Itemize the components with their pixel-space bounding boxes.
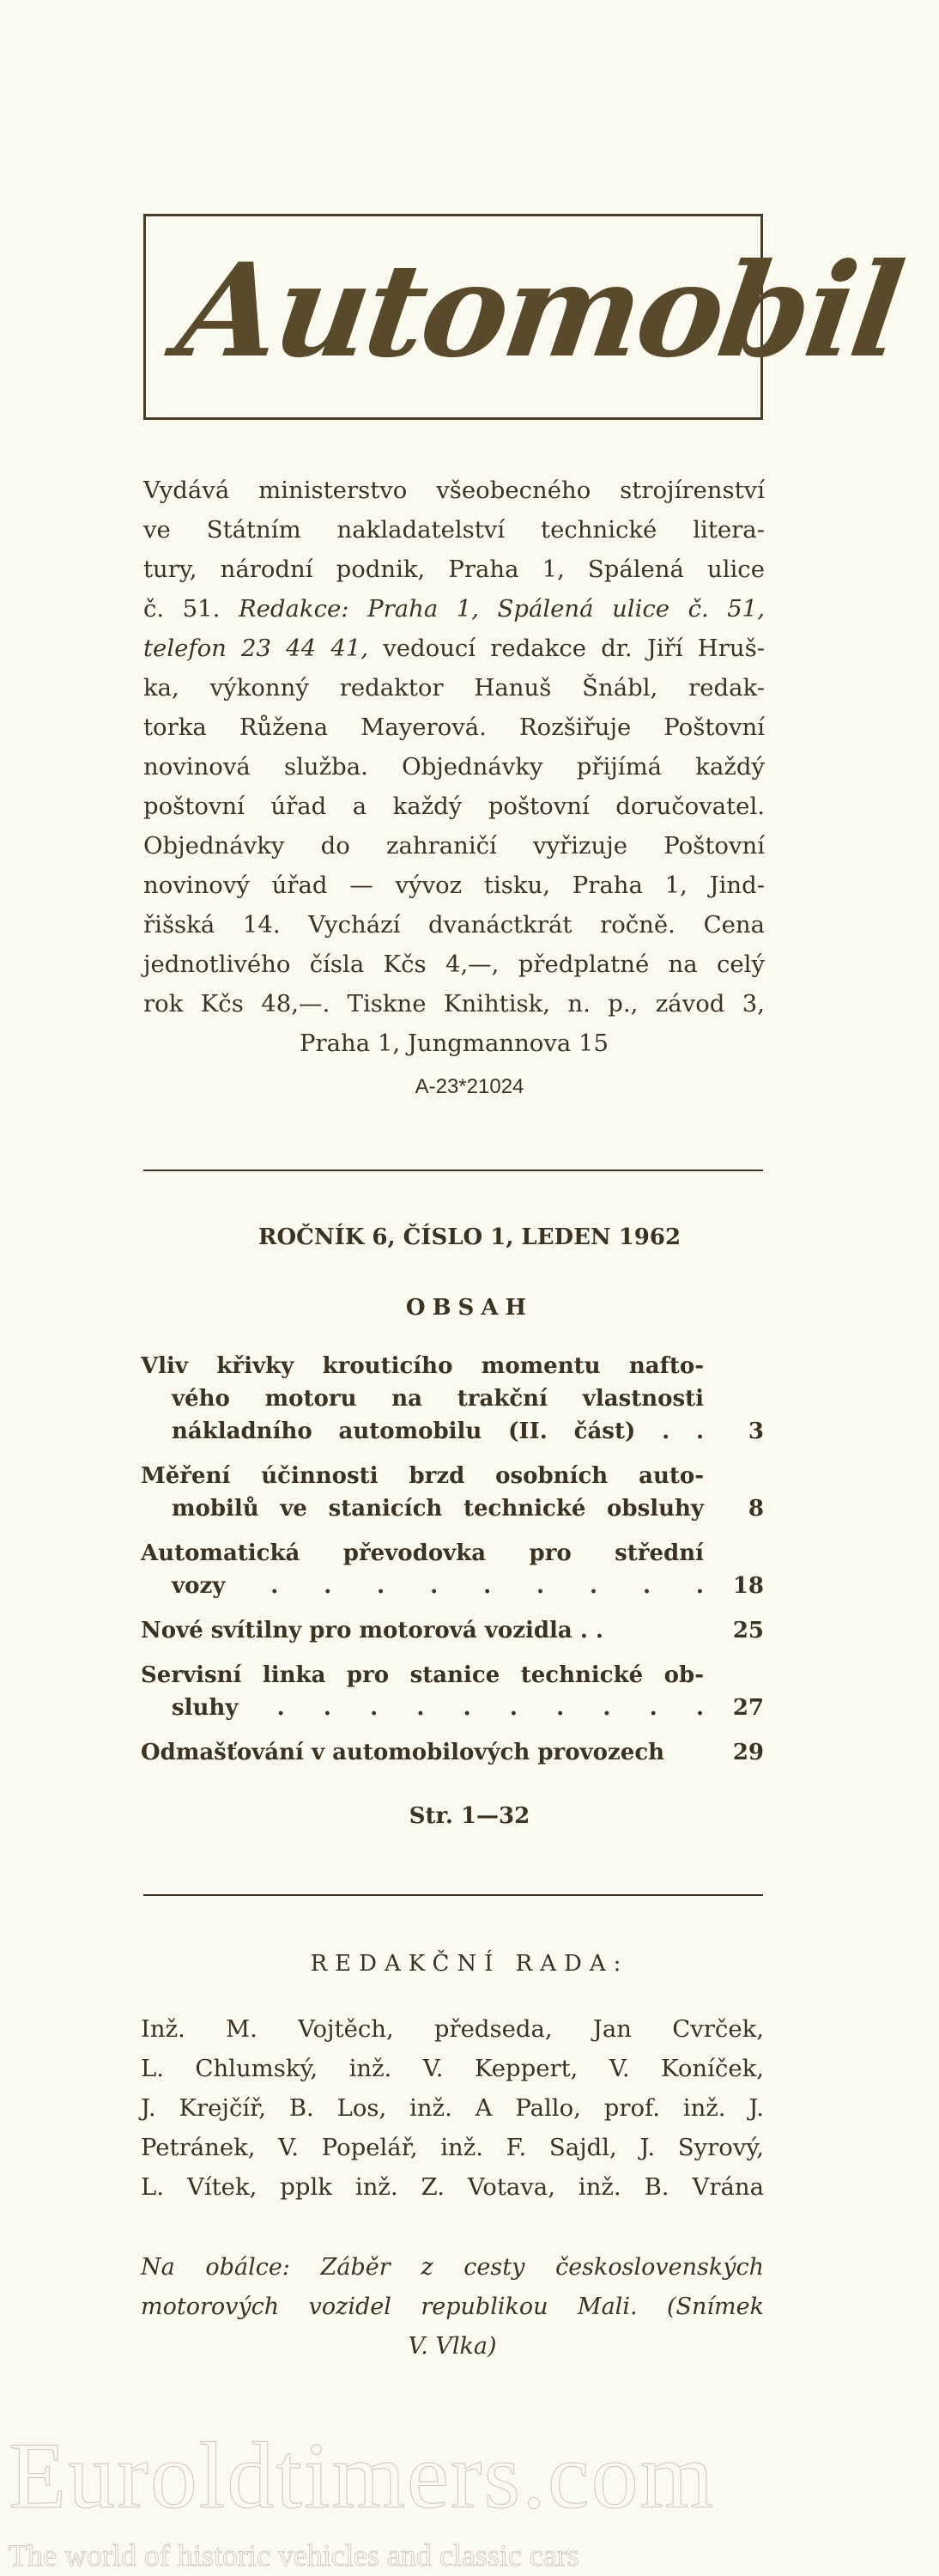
paragraph-line: Vydává ministerstvo všeobecného strojírenství — [143, 477, 765, 504]
toc-entry-line: Měření účinnosti brzd osobních auto- — [141, 1463, 704, 1489]
toc-page-number: 27 — [732, 1695, 764, 1721]
divider — [143, 1170, 763, 1171]
toc-entry — [141, 1537, 764, 1602]
cover-caption — [141, 2248, 764, 2366]
paragraph-line: novinový úřad — vývoz tisku, Praha 1, Jind- — [143, 872, 765, 899]
paragraph-line: jednotlivého čísla Kčs 4,—, předplatné na celý — [143, 951, 765, 978]
toc-entry-line: Nové svítilny pro motorová vozidla . . — [141, 1618, 603, 1643]
toc-page-number: 8 — [748, 1496, 764, 1522]
board-line: J. Krejčíř, B. Los, inž. A Pallo, prof. inž. J. — [141, 2094, 764, 2122]
paragraph-line: rok Kčs 48,—. Tiskne Knihtisk, n. p., závod 3, — [143, 990, 765, 1018]
toc-page-number: 29 — [732, 1740, 764, 1765]
toc-entry — [141, 1659, 764, 1724]
toc-entry-line: Odmašťování v automobilových provozech — [141, 1740, 665, 1765]
toc-entry-line: Servisní linka pro stanice technické ob- — [141, 1662, 704, 1688]
divider — [143, 1894, 763, 1896]
editorial-board-list — [141, 2009, 764, 2207]
toc-entry-line: vého motoru na trakční vlastnosti — [172, 1386, 704, 1412]
caption-line: Na obálce: Záběr z cesty československých — [141, 2254, 764, 2281]
toc-page-number: 3 — [748, 1419, 764, 1444]
toc-entry-line: nákladního automobilu (II. část) . . — [172, 1419, 704, 1444]
toc-entry — [141, 1460, 764, 1525]
toc-entry-line: mobilů ve stanicích technické obsluhy — [172, 1496, 704, 1522]
paragraph-line: ve Státním nakladatelství technické litera- — [143, 516, 765, 544]
editorial-board-heading: REDAKČNÍ RADA: — [310, 1951, 629, 1977]
toc-entry — [141, 1736, 764, 1769]
paragraph-line: Praha 1, Jungmannova 15 — [299, 1030, 609, 1057]
toc-entry-line: sluhy . . . . . . . . . . — [172, 1695, 704, 1721]
logo-title: Automobil — [169, 235, 909, 386]
toc-entry-line: vozy . . . . . . . . . — [172, 1573, 704, 1599]
pages-range: Str. 1—32 — [409, 1803, 530, 1829]
toc-page-number: 25 — [732, 1618, 764, 1643]
paragraph-line: č. 51. Redakce: Praha 1, Spálená ulice č. 51, — [143, 595, 765, 623]
paragraph-line: telefon 23 44 41, vedoucí redakce dr. Jiří Hruš- — [143, 635, 765, 662]
print-code: A-23*21024 — [415, 1075, 524, 1098]
watermark-title: Euroldtimers.com — [9, 2423, 716, 2528]
toc-entry-line: Automatická převodovka pro střední — [141, 1540, 704, 1566]
magazine-logo — [143, 214, 909, 420]
caption-line: V. Vlka) — [408, 2333, 497, 2360]
board-line: Petránek, V. Popelář, inž. F. Sajdl, J. Syrový, — [141, 2134, 764, 2161]
contents-heading: OBSAH — [405, 1295, 534, 1321]
paragraph-line: tury, národní podnik, Praha 1, Spálená ulice — [143, 556, 765, 583]
paragraph-line: ka, výkonný redaktor Hanuš Šnábl, redak- — [143, 674, 765, 702]
paragraph-line: novinová služba. Objednávky přijímá každý — [143, 753, 765, 781]
toc-entry-line: Vliv křivky krouticího momentu nafto- — [141, 1353, 704, 1379]
board-line: L. Vítek, pplk inž. Z. Votava, inž. B. Vrána — [141, 2173, 764, 2201]
issue-line: ROČNÍK 6, ČÍSLO 1, LEDEN 1962 — [257, 1224, 682, 1250]
watermark-subtitle: The world of historic vehicles and classic cars — [9, 2538, 579, 2573]
toc-entry — [141, 1614, 764, 1647]
toc-page-number: 18 — [732, 1573, 764, 1599]
paragraph-line: torka Růžena Mayerová. Rozšiřuje Poštovní — [143, 714, 765, 741]
paragraph-line: Objednávky do zahraničí vyřizuje Poštovní — [143, 832, 765, 860]
table-of-contents — [141, 1350, 764, 1781]
board-line: L. Chlumský, inž. V. Keppert, V. Koníček, — [141, 2055, 764, 2082]
board-line: Inž. M. Vojtěch, předseda, Jan Cvrček, — [141, 2015, 764, 2043]
caption-line: motorových vozidel republikou Mali. (Snímek — [141, 2293, 764, 2320]
paragraph-line: řišská 14. Vychází dvanáctkrát ročně. Cena — [143, 911, 765, 939]
publisher-info — [143, 471, 765, 1063]
paragraph-line: poštovní úřad a každý poštovní doručovatel. — [143, 793, 765, 820]
toc-entry — [141, 1350, 764, 1448]
